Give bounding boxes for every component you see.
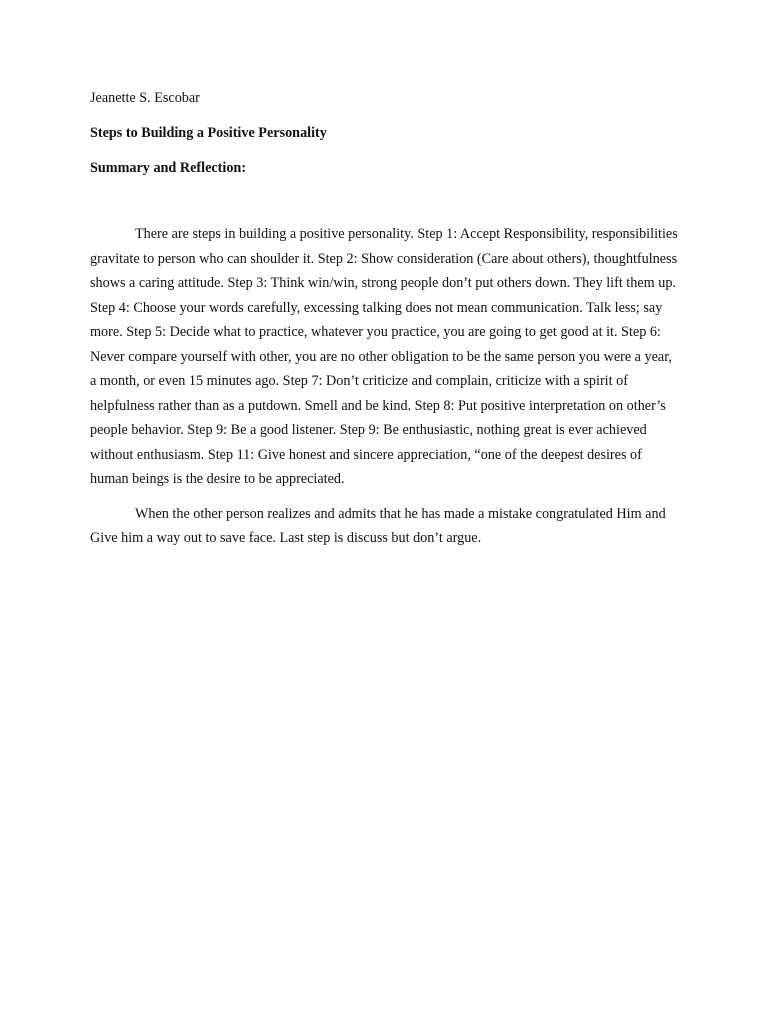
document-title: Steps to Building a Positive Personality	[90, 125, 327, 141]
paragraph-reflection: When the other person realizes and admits that he has made a mistake congratulated Him and Give him a way out to save face. Last step is discuss but don’t argue.	[90, 505, 666, 546]
author-name: Jeanette S. Escobar	[90, 90, 200, 106]
document-body	[90, 88, 680, 561]
section-heading: Summary and Reflection:	[90, 160, 247, 176]
blank-line	[90, 193, 680, 222]
paragraph-summary: There are steps in building a positive personality. Step 1: Accept Responsibility, responsibilities gravitate to person who can shoulder it. Step 2: Show consideration (Care about others), thoughtfulness shows a caring attitude. Step 3: Think win/win, strong people don’t put others down. They lift them up. Step 4: Choose your words carefully, excessing talking does not mean communication. Talk less; say more. Step 5: Decide what to practice, whatever you practice, you are going to get good at it. Step 6: Never compare yourself with other, you are no other obligation to be the same person you were a year, a month, or even 15 minutes ago. Step 7: Don’t criticize and complain, criticize with a spirit of helpfulness rather than as a putdown. Smell and be kind. Step 8: Put positive interpretation on other’s people behavior. Step 9: Be a good listener. Step 9: Be enthusiastic, nothing great is ever achieved without enthusiasm. Step 11: Give honest and sincere appreciation, “one of the deepest desires of human beings is the desire to be appreciated.	[90, 226, 678, 487]
